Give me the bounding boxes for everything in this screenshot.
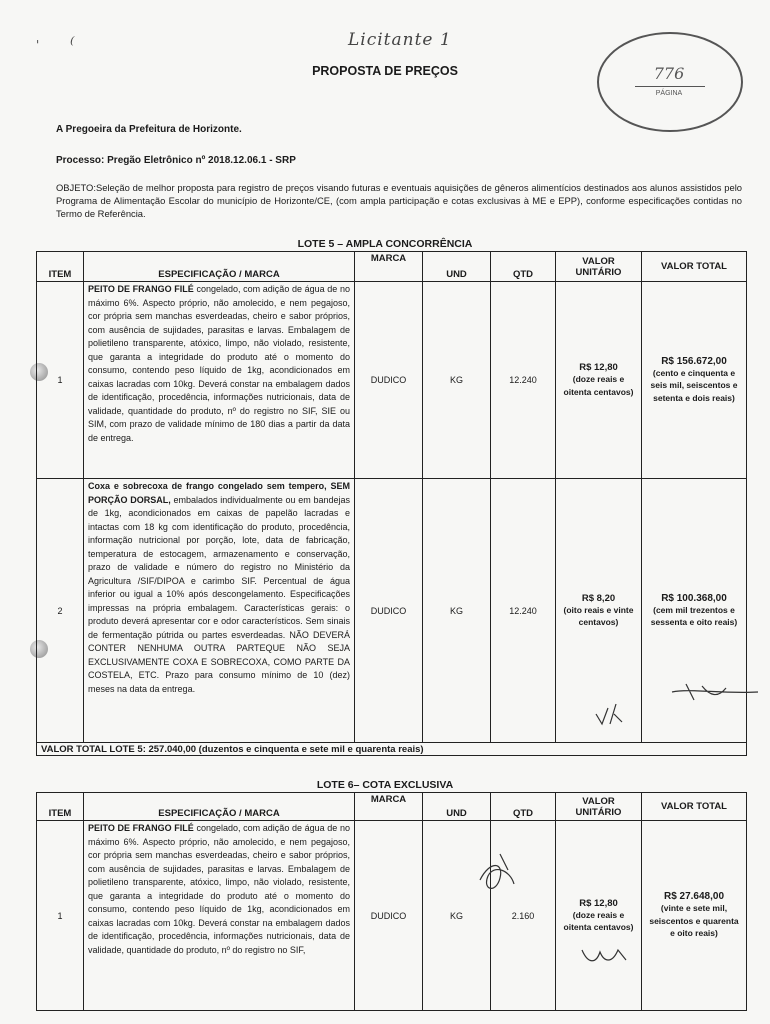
- initials-mark: [592, 700, 632, 730]
- unit-value-words: (doze reais e oitenta centavos): [563, 909, 634, 932]
- item-total-value: [642, 821, 747, 1011]
- stamp-line: [635, 86, 705, 87]
- total-value-number: R$ 27.648,00: [663, 891, 725, 903]
- item-und: KG: [423, 282, 491, 479]
- item-spec: [84, 821, 355, 1011]
- margin-mark: ⁽: [70, 34, 75, 55]
- col-valor-total: VALOR TOTAL: [642, 793, 747, 821]
- margin-mark: ': [36, 38, 40, 52]
- total-value-number: R$ 156.672,00: [661, 355, 727, 367]
- item-spec-text: congelado, com adição de água de no máximo 6%. Aspecto próprio, não amolecido, e nem pegajoso, cor própria sem manchas esverdeadas, cheiro e sabor próprios, com ausência de sujidades, parasitas e larvas. Embalagem de polietileno transparente, atóxico, limpo, não violado, resistente, que garanta a integridade do produto até o momento do consumo, contendo peso líquido de 1kg, acondicionados em caixas lacradas com 10kg. Deverá constar na embalagem dados de identificação, procedência, informações nutricionais, data de validade, quantidade do produto, nº do registro no SIF, SIE ou SIM, com prazo de validade mínimo de 180 dias a partir da data de entrega.: [88, 284, 350, 443]
- lote5-title: LOTE 5 – AMPLA CONCORRÊNCIA: [297, 238, 473, 250]
- lote6-title: LOTE 6– COTA EXCLUSIVA: [316, 779, 454, 791]
- item-spec-bold: PEITO DE FRANGO FILÉ: [88, 284, 194, 294]
- item-und: KG: [423, 821, 491, 1011]
- table-header-row: [37, 793, 747, 821]
- page-title: PROPOSTA DE PREÇOS: [312, 64, 458, 78]
- col-item: ITEM: [37, 793, 84, 821]
- item-qtd: 2.160: [491, 821, 556, 1011]
- item-qtd: 12.240: [491, 479, 556, 743]
- lote5-total: VALOR TOTAL LOTE 5: 257.040,00 (duzentos e cinquenta e sete mil e quarenta reais): [37, 743, 747, 756]
- process-number: Processo: Pregão Eletrônico nº 2018.12.06.1 - SRP: [56, 155, 296, 166]
- item-und: KG: [423, 479, 491, 743]
- item-number: 1: [37, 821, 84, 1011]
- col-und: UND: [423, 252, 491, 282]
- col-marca: MARCA: [355, 252, 423, 282]
- col-valor-unitario: VALOR UNITÁRIO: [556, 252, 642, 282]
- item-unit-value: [556, 282, 642, 479]
- col-qtd: QTD: [491, 252, 556, 282]
- lote6-table: [36, 792, 747, 1011]
- item-spec-bold: Coxa e sobrecoxa de frango congelado sem tempero, SEM PORÇÃO DORSAL,: [88, 481, 350, 505]
- item-number: 2: [37, 479, 84, 743]
- item-total-value: [642, 282, 747, 479]
- initials-mark: [578, 940, 638, 970]
- col-qtd: QTD: [491, 793, 556, 821]
- object-description: OBJETO:Seleção de melhor proposta para registro de preços visando futuras e eventuais aquisições de gêneros alimentícios destinados aos alunos assistidos pelo Programa de Alimentação Escolar do município de Horizonte/CE, (com ampla participação e cotas exclusivas à ME e EPP), conforme especificações contidas no Termo de Referência.: [56, 182, 742, 219]
- page-number-stamp: [597, 32, 743, 132]
- unit-value-words: (doze reais e oitenta centavos): [563, 374, 634, 397]
- table-header-row: [37, 252, 747, 282]
- item-spec: [84, 282, 355, 479]
- item-spec-bold: PEITO DE FRANGO FILÉ: [88, 823, 194, 833]
- col-item: ITEM: [37, 252, 84, 282]
- initials-scribble: [470, 850, 530, 910]
- col-und: UND: [423, 793, 491, 821]
- unit-value-number: R$ 12,80: [579, 362, 618, 373]
- unit-value-number: R$ 12,80: [579, 897, 618, 909]
- total-value-number: R$ 100.368,00: [661, 592, 727, 604]
- total-value-words: (cento e cinquenta e seis mil, seiscentos e setenta e dois reais): [650, 367, 738, 403]
- item-spec: [84, 479, 355, 743]
- item-unit-value: [556, 821, 642, 1011]
- unit-value-words: (oito reais e vinte centavos): [563, 604, 634, 627]
- table-row: [37, 821, 747, 1011]
- item-qtd: 12.240: [491, 282, 556, 479]
- item-marca: DUDICO: [355, 282, 423, 479]
- col-spec: ESPECIFICAÇÃO / MARCA: [84, 793, 355, 821]
- addressee: A Pregoeira da Prefeitura de Horizonte.: [56, 124, 242, 135]
- item-number: 1: [37, 282, 84, 479]
- item-spec-text: embalados individualmente ou em bandejas de 1kg, acondicionados em caixas de papelão lacradas e intactas com 18 kg com identificação do produto, procedência, informação nutricional por porção, lote, data de fabricação, temperatura de estocagem, armazenamento e conservação, prazo de validade e número do registro no Ministério da Agricultura /SIF/DIPOA e carimbo SIF. Percentual de água inferior ou igual a 10% após descongelamento. Especificações impressas na própria embalagem. Características gerais: o produto deverá apresentar cor e odor característicos. Sem sinais de fermentação pútrida ou partes esverdeadas. NÃO DEVERÁ CONTER NENHUMA OUTRA PARTEQUE NÃO SEJA EXCLUSIVAMENTE COXA E SOBRECOXA, COMO PARTE DA COSTELA, ETC. Prazo para consumo mínimo de 10 (dez) meses na data da entrega.: [88, 494, 350, 694]
- item-spec-text: congelado, com adição de água de no máximo 6%. Aspecto próprio, não amolecido, e nem pegajoso, cor própria sem manchas esverdeadas, cheiro e sabor próprios, com ausência de sujidades, parasitas e larvas. Embalagem de polietileno transparente, atóxico, limpo, não violado, resistente, que garanta a integridade do produto até o momento do consumo, contendo peso líquido de 1kg, acondicionados em caixas lacradas com 10kg. Deverá constar na embalagem dados de identificação, procedência, informações nutricionais, data de validade, quantidade do produto, nº do registro no SIF,: [88, 823, 350, 955]
- col-valor-total: VALOR TOTAL: [642, 252, 747, 282]
- item-marca: DUDICO: [355, 479, 423, 743]
- lote5-total-row: [37, 743, 747, 756]
- item-marca: DUDICO: [355, 821, 423, 1011]
- col-marca: MARCA: [355, 793, 423, 821]
- col-spec: ESPECIFICAÇÃO / MARCA: [84, 252, 355, 282]
- handwritten-header: Licitante 1: [348, 30, 452, 50]
- total-value-words: (cem mil trezentos e sessenta e oito reais): [650, 604, 738, 627]
- stamp-label: PÁGINA: [655, 90, 683, 97]
- col-valor-unitario: VALOR UNITÁRIO: [556, 793, 642, 821]
- total-value-words: (vinte e sete mil, seiscentos e quarenta e oito reais): [649, 903, 739, 939]
- unit-value-number: R$ 8,20: [581, 592, 616, 604]
- stamp-number: 776: [653, 64, 685, 83]
- table-row: [37, 282, 747, 479]
